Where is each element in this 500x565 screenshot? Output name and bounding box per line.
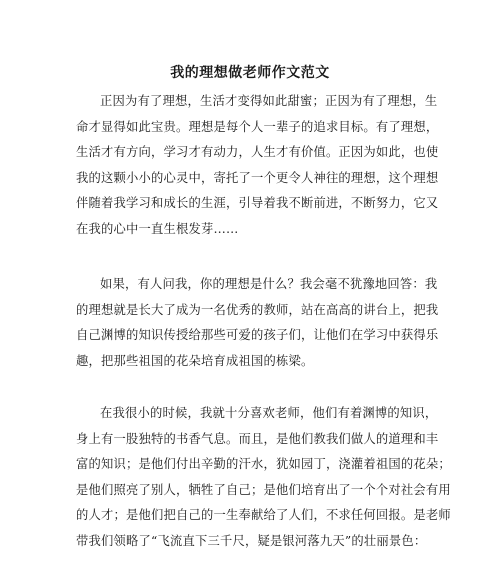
paragraph-2 <box>76 272 439 374</box>
paragraph-line: 是他们照亮了别人，牺牲了自己；是他们培育出了一个个对社会有用 <box>76 482 451 497</box>
paragraph-line: 带我们领略了“飞流直下三千尺，疑是银河落九天”的壮丽景色： <box>76 533 427 548</box>
paragraph-line: 自己渊博的知识传授给那些可爱的孩子们，让他们在学习中获得乐 <box>76 328 439 343</box>
paragraph-1 <box>76 89 439 243</box>
paragraph-line: 伴随着我学习和成长的生涯，引导着我不断前进，不断努力，它又 <box>76 196 439 211</box>
paragraph-line: 富的知识；是他们付出辛勤的汗水，犹如园丁，浇灌着祖国的花朵； <box>76 457 451 472</box>
paragraph-line: 趣，把那些祖国的花朵培育成祖国的栋梁。 <box>76 353 314 368</box>
paragraph-line: 生活才有方向，学习才有动力，人生才有价值。正因为如此，也使 <box>76 145 439 160</box>
paragraph-line: 如果，有人问我，你的理想是什么？我会毫不犹豫地回答：我 <box>100 277 438 291</box>
document-title: 我的理想做老师作文范文 <box>170 65 330 81</box>
paragraph-line: 我的这颗小小的心灵中，寄托了一个更令人神往的理想，这个理想 <box>76 170 439 185</box>
paragraph-line: 在我很小的时候，我就十分喜欢老师，他们有着渊博的知识， <box>100 406 438 420</box>
paragraph-line: 命才显得如此宝贵。理想是每个人一辈子的追求目标。有了理想， <box>76 119 439 134</box>
paragraph-line: 在我的心中一直生根发芽…… <box>76 221 239 236</box>
paragraph-line: 的理想就是长大了成为一名优秀的教师，站在高高的讲台上，把我 <box>76 302 439 317</box>
paragraph-line: 正因为有了理想，生活才变得如此甜蜜；正因为有了理想，生 <box>100 94 438 108</box>
paragraph-line: 的人才；是他们把自己的一生奉献给了人们，不求任何回报。是老师 <box>76 508 451 523</box>
paragraph-3 <box>76 401 451 555</box>
paragraph-line: 身上有一股独特的书香气息。而且，是他们教我们做人的道理和丰 <box>76 431 439 446</box>
